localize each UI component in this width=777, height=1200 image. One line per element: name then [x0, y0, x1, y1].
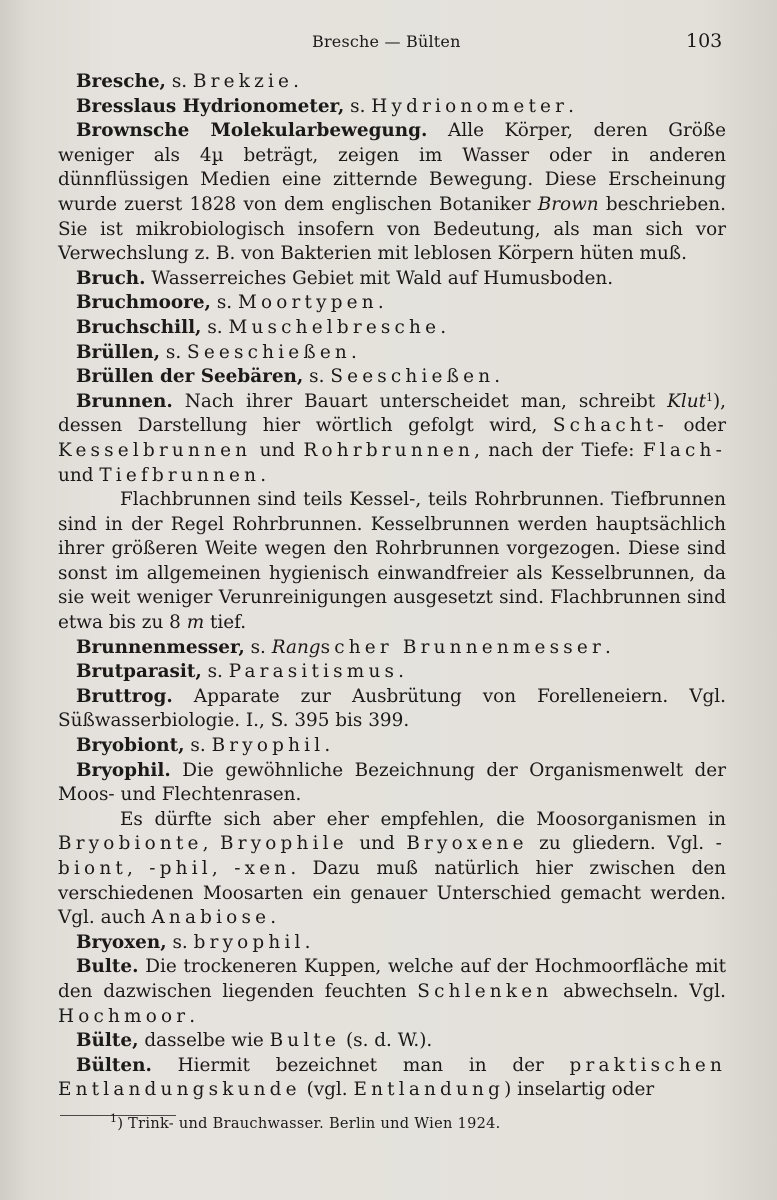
spaced-term: Bryobionte	[58, 833, 203, 855]
entry-text: Die trockeneren Kuppen, welche auf der Hochmoorfläche mit den dazwischen liegenden feuchten	[58, 956, 726, 1002]
entry-text: Es dürfte sich aber eher empfehlen, die Moosorganismen in	[120, 808, 726, 830]
spaced-term: Tiefbrunnen	[99, 464, 261, 486]
dictionary-entry	[58, 95, 726, 120]
spaced-term: Brekzie	[192, 71, 294, 92]
entry-headword: Bryophil.	[76, 759, 171, 781]
spaced-term: praktischen Entlandungskunde	[58, 1054, 726, 1101]
entry-text: .	[304, 931, 311, 953]
entry-headword: Bulte.	[76, 956, 139, 978]
entry-text: und	[347, 833, 407, 855]
spaced-term: Moortypen	[237, 292, 378, 314]
entry-text: s.	[344, 95, 372, 117]
italic-term: Klut	[667, 390, 706, 412]
entry-text: , nach der Tiefe:	[474, 439, 643, 461]
entry-text: s.	[184, 735, 212, 757]
italic-term: Rang	[271, 636, 321, 658]
entry-text: .	[440, 316, 447, 338]
dictionary-entry	[58, 70, 726, 95]
dictionary-entry	[58, 636, 726, 661]
spaced-term: Bryoxene	[406, 833, 528, 855]
entry-text: und	[251, 439, 304, 461]
continuation-paragraph	[58, 488, 726, 636]
spaced-term: Bulte	[269, 1030, 341, 1052]
dictionary-entry	[58, 291, 726, 316]
spaced-term: Rohrbrunnen	[303, 439, 475, 461]
entry-text: beschrieben. Sie ist mikrobiologisch insofern von Bedeutung, als man sich vor Verwechslung z. B. von Bakterien mit leblosen Körpern hüten muß.	[58, 193, 726, 265]
entry-text: tief.	[204, 612, 247, 634]
entry-text: s.	[201, 316, 229, 338]
spaced-term: Schlenken	[417, 980, 553, 1002]
dictionary-entry	[58, 390, 726, 488]
dictionary-entry	[58, 316, 726, 341]
entry-headword: Bryobiont,	[76, 735, 185, 757]
entry-text: .	[293, 71, 300, 92]
entry-headword: Brunnen.	[76, 390, 173, 412]
continuation-paragraph	[58, 808, 726, 931]
entry-headword: Brüllen,	[76, 341, 161, 363]
spaced-term: -xen	[234, 858, 291, 879]
dictionary-entry	[58, 685, 726, 734]
page-header	[0, 30, 777, 54]
spaced-term: -phil	[149, 858, 212, 879]
entry-headword: Brownsche Molekularbewegung.	[76, 120, 428, 142]
entry-text: .	[604, 636, 611, 658]
entry-headword: Brüllen der Seebären,	[76, 366, 304, 388]
spaced-term: Seeschießen	[187, 341, 351, 363]
entry-text: Nach ihrer Bauart unterscheidet man, schreibt	[172, 390, 668, 412]
entry-text: . Dazu muß natürlich hier zwischen den verschiedenen Moosarten ein genauer Unterschied gemacht werden. Vgl. auch	[58, 858, 726, 929]
entry-text: s.	[165, 71, 193, 92]
entry-text: und	[58, 464, 100, 486]
running-title: Bresche — Bülten	[312, 32, 461, 51]
dictionary-entry	[58, 119, 726, 267]
entry-headword: Bruttrog.	[76, 685, 173, 707]
entry-text: Die gewöhnliche Bezeichnung der Organismenwelt der Moos- und Flechtenrasen.	[58, 759, 726, 806]
spaced-term: Seeschießen	[330, 366, 495, 388]
entry-text: s.	[160, 341, 188, 363]
entry-text: .	[270, 907, 277, 929]
entry-text: Alle Körper, deren Größe weniger als 4µ beträgt, zeigen im Wasser oder in anderen dünnflüssigen Medien eine zitternde Bewegung. Diese Erscheinung wurde zuerst 1828 von dem englischen Botaniker	[58, 120, 727, 215]
spaced-term: Hydrionometer	[371, 95, 569, 117]
entry-text: .	[260, 464, 267, 486]
spaced-term: Bryophil	[211, 735, 325, 757]
entry-headword: Bryoxen,	[76, 931, 167, 953]
entry-text: .	[189, 1005, 196, 1027]
spaced-term: Entlandung	[353, 1079, 505, 1101]
dictionary-entry	[58, 660, 726, 685]
entry-text: ) inselartig oder	[504, 1079, 655, 1101]
entry-headword: Brutparasit,	[76, 661, 202, 683]
entry-text: ), dessen Darstellung hier wörtlich gefolgt wird,	[58, 390, 726, 437]
spaced-term: Hochmoor	[58, 1005, 190, 1027]
entry-text: s.	[303, 366, 331, 388]
footnote-marker: 1	[110, 1112, 118, 1125]
dictionary-entry	[58, 267, 726, 292]
entry-headword: Bruchmoore,	[76, 292, 211, 314]
entry-text: abwechseln. Vgl.	[552, 980, 726, 1002]
spaced-term: bryophil	[193, 931, 305, 953]
dictionary-entry	[58, 955, 726, 1029]
spaced-term: Muschelbresche	[228, 316, 441, 338]
entry-text: (vgl.	[300, 1079, 354, 1101]
italic-term: m	[186, 612, 205, 634]
spaced-term: scher Brunnenmesser	[320, 636, 605, 658]
entry-text: Flachbrunnen sind teils Kessel-, teils Rohrbrunnen. Tiefbrunnen sind in der Regel Rohrbrunnen. Kesselbrunnen werden hauptsächlich ihrer größeren Weite wegen den Rohrbrunnen vorgezogen. Diese sind sonst im allgemeinen hygienisch einwandfreier als Kesselbrunnen, da sie weit weniger Verunreinigungen ausgesetzt sind. Flachbrunnen sind etwa bis zu 8	[58, 489, 726, 634]
dictionary-entry	[58, 1029, 726, 1054]
entry-text: .	[568, 95, 574, 117]
dictionary-entry	[58, 734, 726, 759]
entry-text: .	[350, 341, 357, 363]
entry-text: .	[494, 366, 501, 388]
dictionary-body	[58, 70, 726, 1103]
dictionary-entry	[58, 931, 726, 956]
entry-text: dasselbe wie	[138, 1030, 270, 1052]
entry-text: ,	[202, 833, 220, 855]
dictionary-entry	[58, 759, 726, 808]
entry-text: Wasserreiches Gebiet mit Wald auf Humusboden.	[145, 267, 614, 289]
entry-text: .	[377, 292, 384, 314]
page-number: 103	[686, 30, 723, 52]
italic-term: Brown	[537, 193, 599, 215]
entry-text: ,	[211, 858, 235, 879]
entry-text: oder	[667, 415, 726, 437]
dictionary-entry	[58, 341, 726, 366]
entry-headword: Bruch.	[76, 267, 146, 289]
entry-text: s.	[210, 292, 238, 314]
entry-text: Apparate zur Ausbrütung von Forelleneiern. Vgl. Süßwasserbiologie. I., S. 395 bis 399.	[58, 685, 726, 732]
entry-headword: Bresche,	[76, 71, 166, 92]
dictionary-entry	[58, 1054, 726, 1103]
entry-text: s.	[201, 661, 229, 683]
entry-text: .	[324, 735, 331, 757]
spaced-term: Flach-	[642, 439, 726, 461]
dictionary-entry	[58, 365, 726, 390]
entry-text: zu gliedern. Vgl.	[527, 833, 716, 855]
spaced-term: -biont	[58, 833, 726, 879]
entry-text: s.	[244, 636, 272, 658]
entry-text: ,	[126, 858, 150, 879]
spaced-term: Anabiose	[151, 907, 271, 929]
entry-text: s.	[166, 931, 194, 953]
entry-text: Hiermit bezeichnet man in der	[151, 1054, 570, 1076]
entry-text: .	[398, 661, 404, 683]
spaced-term: Kesselbrunnen	[58, 439, 252, 461]
entry-headword: Bülte,	[76, 1030, 139, 1052]
footnote	[110, 1112, 501, 1132]
spaced-term: Schacht-	[552, 415, 668, 437]
footnote-reference: 1	[705, 390, 713, 404]
entry-headword: Bülten.	[76, 1054, 152, 1076]
entry-headword: Bruchschill,	[76, 316, 202, 338]
spaced-term: Parasitismus	[228, 661, 399, 683]
entry-headword: Brunnenmesser,	[76, 636, 245, 658]
entry-headword: Bresslaus Hydrionometer,	[76, 95, 345, 117]
footnote-text: ) Trink- und Brauchwasser. Berlin und Wien 1924.	[117, 1116, 501, 1132]
entry-text: (s. d. W.).	[340, 1030, 433, 1052]
spaced-term: Bryophile	[219, 833, 348, 855]
